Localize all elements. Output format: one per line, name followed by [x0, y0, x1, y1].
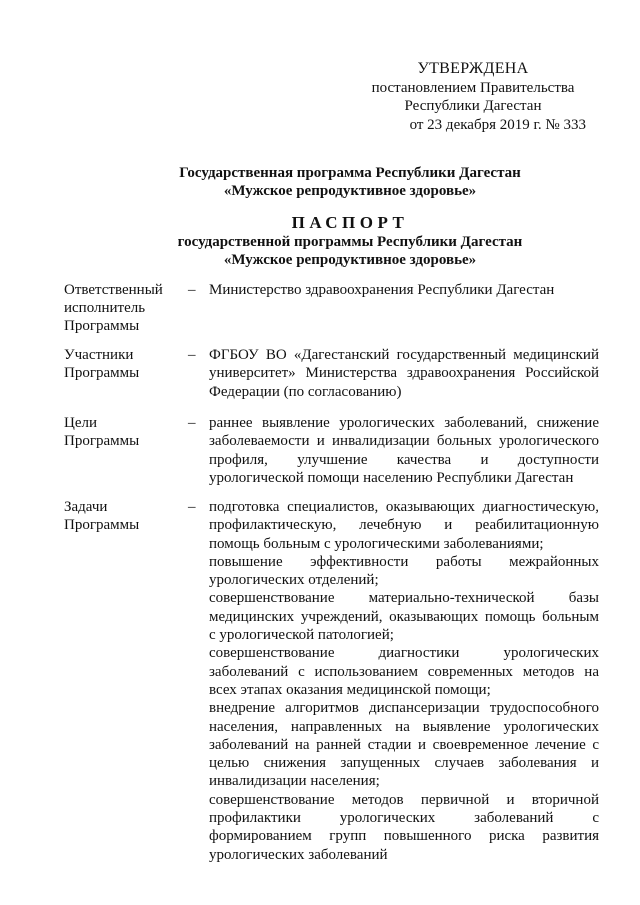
- approval-line-2: Республики Дагестан: [404, 98, 542, 114]
- section-label-line: Программы: [64, 433, 140, 449]
- approval-heading: УТВЕРЖДЕНА: [417, 60, 529, 77]
- section-value: [209, 498, 599, 864]
- section-value-line: профилактическую, лечебную и реабилитационную: [209, 517, 599, 534]
- section-value-line: подготовка специалистов, оказывающих диагностическую,: [209, 499, 599, 515]
- approval-line-1: постановлением Правительства: [371, 79, 575, 96]
- section-value-line: заболеваний с использованием современных методов на: [209, 663, 599, 680]
- section-value-line: профиля, улучшение качества и доступности: [209, 451, 599, 468]
- section-value-line: раннее выявление урологических заболеваний, снижение: [209, 415, 599, 431]
- passport-heading: ПАСПОРТ: [291, 213, 409, 232]
- section-value-line: Министерство здравоохранения Республики Дагестан: [209, 282, 555, 298]
- section-value: [209, 346, 599, 401]
- section-label-line: Программы: [64, 517, 140, 533]
- section-value-line: совершенствование диагностики урологических: [209, 645, 599, 662]
- section-value-line: с урологической патологией;: [209, 627, 394, 644]
- section-dash: –: [188, 282, 196, 298]
- approval-date: от 23 декабря 2019 г. № 333: [409, 116, 586, 133]
- section-value-line: населения, направленных на выявление урологических: [209, 718, 599, 735]
- section-value: [209, 281, 599, 299]
- section-label-line: Цели: [64, 415, 98, 431]
- section-value-line: заболеваемости и инвалидизации больных урологического: [209, 433, 599, 450]
- section-value-line: повышение эффективности работы межрайонных: [209, 553, 599, 570]
- approval-stamp: [360, 60, 586, 134]
- section-label-line: Задачи: [64, 499, 108, 515]
- section-value-line: внедрение алгоритмов диспансеризации трудоспособного: [209, 700, 599, 717]
- section-value-line: университет» Министерства здравоохранения Российской: [209, 365, 599, 382]
- section-value-line: совершенствование материально-технической базы: [209, 590, 599, 607]
- passport-line-2: «Мужское репродуктивное здоровье»: [223, 252, 477, 268]
- section-value: [209, 414, 599, 487]
- section-dash: –: [188, 499, 196, 515]
- section-value-line: медицинских учреждений, оказывающих помощь больным: [209, 608, 599, 625]
- section-label-line: исполнитель: [64, 300, 146, 316]
- section-value-line: формированием групп повышенного риска развития: [209, 828, 599, 845]
- section-label-line: Ответственный: [64, 282, 163, 298]
- section-value-line: ФГБОУ ВО «Дагестанский государственный медицинский: [209, 347, 599, 363]
- section-value-line: всех этапах оказания медицинской помощи;: [209, 681, 491, 698]
- section-value-line: заболеваний на ранней стадии и своевременное лечение с: [209, 736, 599, 753]
- section-label: [64, 498, 182, 534]
- section-value-line: совершенствование методов первичной и вторичной: [209, 791, 599, 808]
- passport-line-1: государственной программы Республики Дагестан: [177, 234, 523, 250]
- section-dash: –: [188, 347, 196, 363]
- section-value-line: целью снижения запущенных случаев заболевания и: [209, 755, 599, 772]
- section-label-line: Программы: [64, 318, 140, 334]
- program-title: [60, 164, 640, 200]
- section-value-line: урологической помощи населению Республики Дагестан: [209, 469, 574, 486]
- section-label: [64, 414, 182, 450]
- section-label: [64, 346, 182, 382]
- program-title-line-2: «Мужское репродуктивное здоровье»: [223, 183, 477, 199]
- section-value-line: урологических заболеваний: [209, 846, 388, 863]
- section-value-line: профилактики урологических заболеваний с: [209, 810, 599, 827]
- passport-title: [60, 213, 640, 269]
- section-value-line: Федерации (по согласованию): [209, 383, 402, 400]
- section-label: [64, 281, 182, 335]
- program-title-line-1: Государственная программа Республики Дагестан: [179, 165, 521, 181]
- section-value-line: урологических отделений;: [209, 572, 379, 589]
- section-dash: –: [188, 415, 196, 431]
- section-value-line: помощь больным с урологическими заболеваниями;: [209, 535, 544, 552]
- section-label-line: Программы: [64, 365, 140, 381]
- section-label-line: Участники: [64, 347, 134, 363]
- section-value-line: инвалидизации населения;: [209, 773, 380, 790]
